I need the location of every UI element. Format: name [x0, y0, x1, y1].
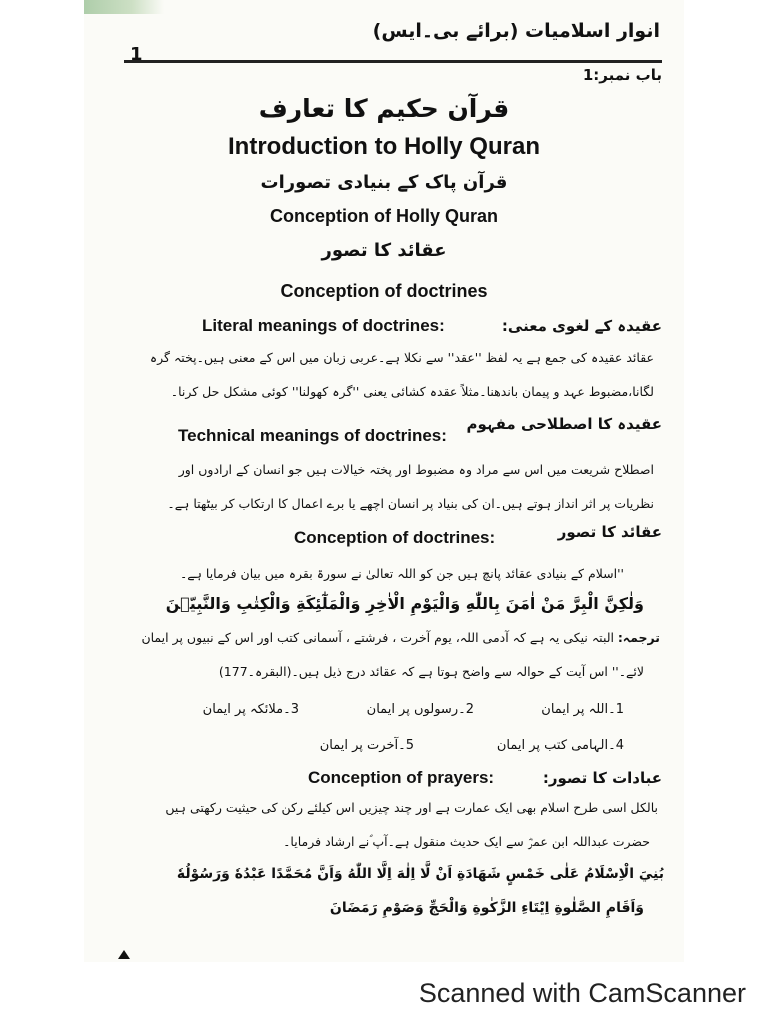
page-corner-arrow-icon [118, 950, 130, 959]
quran-ayah: وَلٰكِنَّ الْبِرَّ مَنْ اٰمَنَ بِاللّٰهِ وَالْيَوْمِ الْاٰخِرِ وَالْمَلٰٓئِكَةِ وَالْكِتٰبِ وَالنَّبِيّٖنَ [165, 594, 644, 613]
translation-label: ترجمہ: [617, 630, 660, 645]
doctrine-item-3: 3۔ملائکہ پر ایمان [202, 702, 299, 717]
scanner-watermark: Scanned with CamScanner [418, 978, 746, 1008]
literal-heading-english: Literal meanings of doctrines: [202, 316, 445, 335]
hadith-line-1: بُنِيَ الْاِسْلَامُ عَلٰى خَمْسٍ شَهَادَةِ اَنْ لَّا اِلٰهَ اِلَّا اللّٰهُ وَاَنَّ مُحَمَّدًا عَبْدُهٗ وَرَسُوْلُهٗ [176, 866, 664, 882]
header-rule [124, 60, 662, 63]
literal-line-1: عقائد عقیدہ کی جمع ہے یہ لفظ ''عقد'' سے نکلا ہے۔عربی زبان میں اس کے معنی ہیں۔پختہ گرہ [149, 350, 654, 365]
page-number: 1 [130, 44, 143, 65]
technical-heading-urdu [466, 414, 662, 434]
subtitle-urdu: قرآن پاک کے بنیادی تصورات [260, 172, 508, 193]
literal-heading-urdu-text: عقیدہ کے لغوی معنی: [501, 317, 662, 335]
title-urdu: قرآن حکیم کا تعارف [258, 94, 510, 123]
title-english: Introduction to Holly Quran [228, 133, 540, 160]
running-header: انوار اسلامیات (برائے بی۔ایس) [372, 20, 660, 42]
prayers-line-2: حضرت عبداللہ ابن عمرؓ سے ایک حدیث منقول ہے۔آپ ؐنے ارشاد فرمایا۔ [283, 834, 650, 849]
technical-line-1: اصطلاح شریعت میں اس سے مراد وہ مضبوط اور پختہ خیالات ہیں جو انسان کے ارادوں اور [178, 462, 654, 477]
translation-line-2: لائے۔'' اس آیت کے حوالہ سے واضح ہوتا ہے کہ عقائد درج ذیل ہیں۔(البقرہ۔177) [218, 664, 644, 679]
technical-heading-english: Technical meanings of doctrines: [178, 426, 447, 445]
subtitle2-english: Conception of doctrines [280, 281, 488, 301]
prayers-heading-english: Conception of prayers: [308, 768, 495, 787]
scanned-page [84, 0, 684, 962]
subtitle2-urdu: عقائد کا تصور [321, 240, 447, 261]
prayers-heading-urdu [543, 768, 662, 788]
doctrine-item-2: 2۔رسولوں پر ایمان [366, 702, 474, 717]
doctrines-heading-urdu-text: عقائد کا تصور [557, 523, 662, 541]
technical-heading-urdu-text: عقیدہ کا اصطلاحی مفہوم [466, 415, 662, 433]
literal-heading-urdu [502, 316, 662, 336]
doctrines-heading-urdu [558, 522, 662, 542]
translation-line-1: البتہ نیکی یہ ہے کہ آدمی اللہ، یوم آخرت ، فرشتے ، آسمانی کتب اور اس کے نبیوں پر ایمان [141, 630, 614, 645]
doctrines-intro: ''اسلام کے بنیادی عقائد پانچ ہیں جن کو اللہ تعالیٰ نے سورۃ بقرہ میں بیان فرمایا ہے۔ [179, 566, 624, 581]
doctrines-heading-english: Conception of doctrines: [294, 528, 496, 547]
page-corner-mark [84, 0, 164, 14]
chapter-label: باب نمبر:1 [582, 66, 662, 84]
doctrine-item-1: 1۔اللہ پر ایمان [541, 702, 624, 717]
prayers-heading-urdu-text: عبادات کا تصور: [542, 769, 662, 787]
hadith-line-2: وَاَقَامِ الصَّلٰوةِ اِيْتَاءِ الزَّكٰوةِ وَالْحَجِّ وَصَوْمِ رَمَضَانَ [329, 900, 644, 916]
doctrine-item-5: 5۔آخرت پر ایمان [319, 738, 414, 753]
literal-line-2: لگانا،مضبوط عہد و پیمان باندھنا۔مثلاً عقدہ کشائی یعنی ''گرہ کھولنا'' کوئی مشکل حل کرنا۔ [170, 384, 654, 399]
prayers-line-1: بالکل اسی طرح اسلام بھی ایک عمارت ہے اور چند چیزیں اس کیلئے رکن کی حیثیت رکھتی ہیں [165, 800, 658, 815]
technical-line-2: نظریات پر اثر انداز ہوتے ہیں۔ان کی بنیاد پر انسان اچھے یا برے اعمال کا ارتکاب کر بیٹھتا ہے۔ [167, 496, 654, 511]
doctrine-item-4: 4۔الہامی کتب پر ایمان [496, 738, 624, 753]
subtitle-english: Conception of Holly Quran [270, 206, 498, 226]
